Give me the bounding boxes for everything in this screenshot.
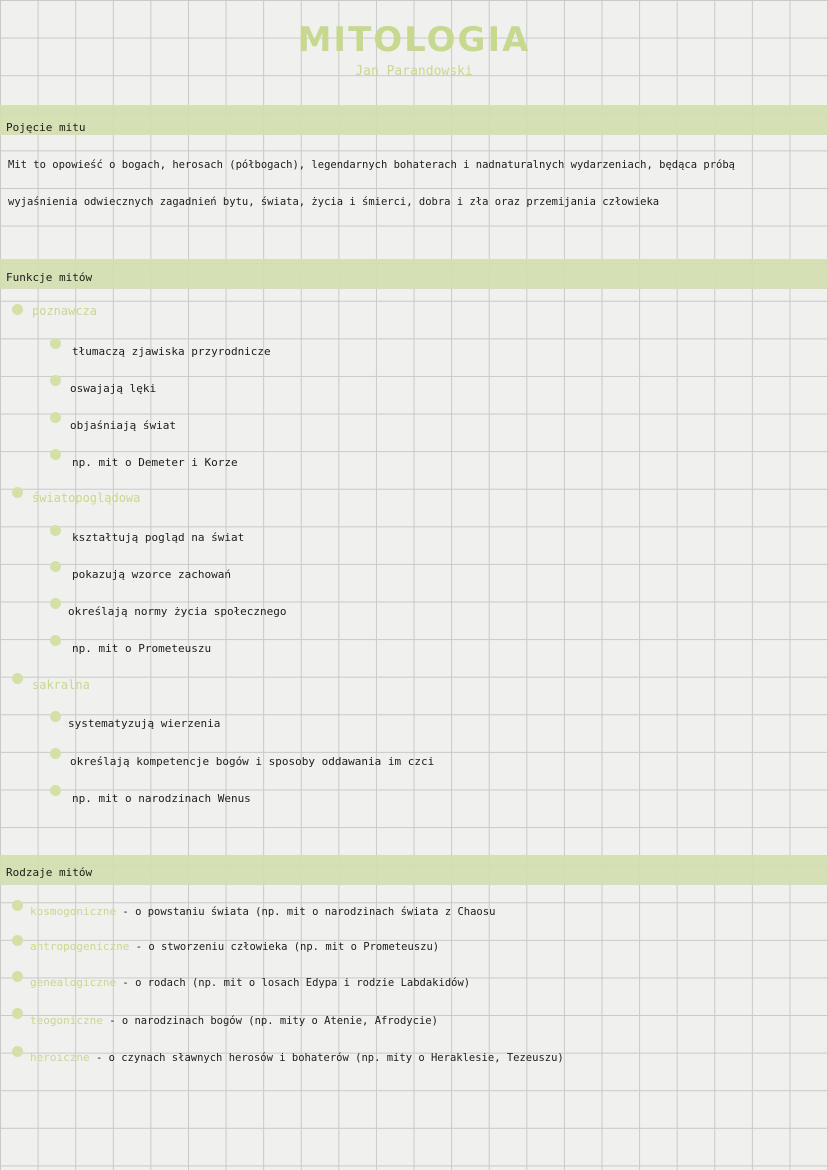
myth-type-name: antropogeniczne	[30, 940, 130, 953]
function-item: np. mit o narodzinach Wenus	[72, 792, 251, 805]
myth-type-row	[30, 905, 495, 918]
myth-type-row	[30, 976, 470, 989]
page-subtitle: Jan Parandowski	[355, 64, 473, 79]
myth-type-desc: - o narodzinach bogów (np. mity o Atenie, Afrodycie)	[109, 1015, 438, 1027]
bullet-icon	[12, 304, 23, 315]
myth-type-name: heroiczne	[30, 1051, 90, 1064]
section-heading-definition: Pojęcie mitu	[6, 121, 86, 134]
bullet-icon	[50, 635, 61, 646]
myth-type-row	[30, 1051, 564, 1064]
bullet-icon	[50, 375, 61, 386]
myth-type-desc: - o stworzeniu człowieka (np. mit o Prometeuszu)	[135, 941, 440, 953]
definition-line-2: wyjaśnienia odwiecznych zagadnień bytu, świata, życia i śmierci, dobra i zła oraz przemijania człowieka	[8, 196, 660, 208]
section-heading-functions: Funkcje mitów	[6, 271, 93, 284]
function-item: systematyzują wierzenia	[68, 717, 221, 730]
section-heading-types: Rodzaje mitów	[6, 866, 93, 879]
myth-type-name: teogoniczne	[30, 1014, 103, 1027]
myth-type-desc: - o powstaniu świata (np. mit o narodzinach świata z Chaosu	[122, 906, 496, 918]
bullet-icon	[50, 338, 61, 349]
bullet-icon	[12, 900, 23, 911]
myth-type-name: genealogiczne	[30, 976, 117, 989]
definition-line-1: Mit to opowieść o bogach, herosach (półbogach), legendarnych bohaterach i nadnaturalnych wydarzeniach, będąca próbą	[8, 159, 735, 171]
function-item: pokazują wzorce zachowań	[72, 568, 231, 581]
function-item: oswajają lęki	[70, 382, 157, 395]
myth-type-name: kosmogoniczne	[30, 905, 117, 918]
function-name: światopoglądowa	[32, 491, 141, 505]
myth-type-row	[30, 1014, 438, 1027]
bullet-icon	[50, 598, 61, 609]
bullet-icon	[50, 525, 61, 536]
bullet-icon	[12, 1008, 23, 1019]
bullet-icon	[12, 1046, 23, 1057]
function-item: określają kompetencje bogów i sposoby oddawania im czci	[70, 755, 435, 768]
function-item: tłumaczą zjawiska przyrodnicze	[72, 345, 271, 358]
bullet-icon	[12, 935, 23, 946]
bullet-icon	[50, 785, 61, 796]
bullet-icon	[12, 971, 23, 982]
section-band-definition	[0, 105, 828, 135]
bullet-icon	[12, 487, 23, 498]
bullet-icon	[50, 449, 61, 460]
bullet-icon	[12, 673, 23, 684]
bullet-icon	[50, 748, 61, 759]
function-item: objaśniają świat	[70, 419, 176, 432]
myth-type-desc: - o rodach (np. mit o losach Edypa i rodzie Labdakidów)	[122, 977, 471, 989]
bullet-icon	[50, 711, 61, 722]
page-title: MITOLOGIA	[297, 20, 531, 60]
function-name: poznawcza	[32, 304, 98, 318]
function-name: sakralna	[32, 678, 90, 692]
function-item: określają normy życia społecznego	[68, 605, 287, 618]
function-item: np. mit o Prometeuszu	[72, 642, 212, 655]
function-item: np. mit o Demeter i Korze	[72, 456, 238, 469]
function-item: kształtują pogląd na świat	[72, 531, 245, 544]
bullet-icon	[50, 412, 61, 423]
section-band-types	[0, 855, 828, 885]
myth-type-desc: - o czynach sławnych herosów i bohaterów (np. mity o Heraklesie, Tezeuszu)	[95, 1052, 564, 1064]
bullet-icon	[50, 561, 61, 572]
section-band-functions	[0, 259, 828, 289]
myth-type-row	[30, 940, 439, 953]
